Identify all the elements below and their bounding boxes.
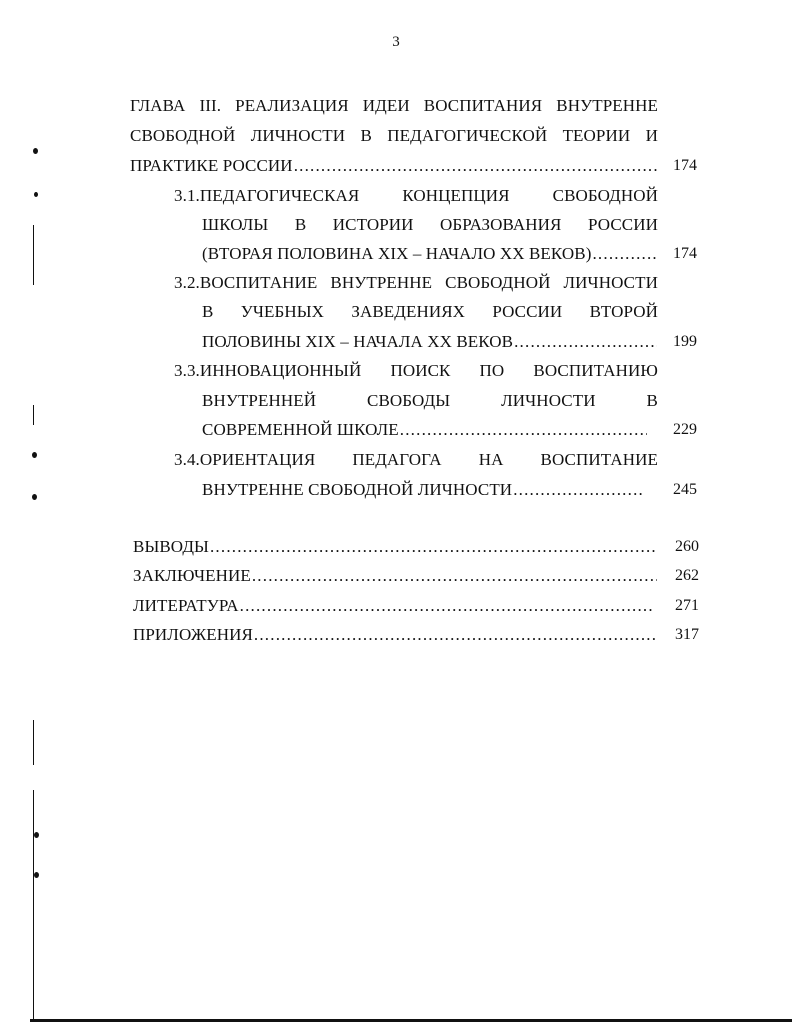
literature-page-number: 271	[675, 597, 699, 614]
section-3-3-line-1	[174, 361, 658, 381]
word: ПЕДАГОГА	[352, 450, 442, 469]
scan-margin-line	[33, 790, 34, 1020]
scan-bottom-edge	[30, 1019, 792, 1022]
word: УЧЕБНЫХ	[240, 302, 325, 321]
section-3-4-page-number: 245	[673, 481, 697, 498]
word: СВОБОДНОЙ	[130, 126, 236, 145]
word: ПЕДАГОГИЧЕСКОЙ	[387, 126, 548, 145]
word: ПО	[479, 361, 505, 380]
section-title-text: СОВРЕМЕННОЙ ШКОЛЕ	[202, 420, 399, 439]
word: ЛИЧНОСТИ	[563, 273, 658, 292]
word: И	[645, 126, 658, 145]
word: СВОБОДНОЙ	[445, 273, 551, 292]
word: ЛИЧНОСТИ	[501, 391, 596, 410]
word: РЕАЛИЗАЦИЯ	[235, 96, 349, 115]
word: ШКОЛЫ	[202, 215, 269, 234]
final-conclusion-page-number: 262	[675, 567, 699, 584]
dot-leader	[294, 156, 657, 176]
word: СВОБОДЫ	[367, 391, 451, 410]
conclusions-page-number: 260	[675, 538, 699, 555]
chapter-title-line-3[interactable]	[130, 156, 658, 176]
dot-leader	[210, 537, 657, 557]
word: КОНЦЕПЦИЯ	[402, 186, 510, 205]
section-3-4-line-1	[174, 450, 658, 470]
word: В	[646, 391, 658, 410]
toc-entry-conclusions[interactable]	[133, 537, 658, 557]
word: ИДЕИ	[362, 96, 410, 115]
word: В	[202, 302, 214, 321]
section-3-2-page-number: 199	[673, 333, 697, 350]
section-title-text: (ВТОРАЯ ПОЛОВИНА XIX – НАЧАЛО XX ВЕКОВ)	[202, 244, 592, 263]
entry-label: ЛИТЕРАТУРА	[133, 596, 239, 615]
chapter-title-line-2	[130, 126, 658, 146]
section-3-1-line-3[interactable]	[202, 244, 658, 264]
scan-speck	[34, 832, 39, 838]
scan-speck	[32, 452, 37, 458]
word: 3.2.ВОСПИТАНИЕ	[174, 273, 318, 292]
scan-margin-line	[33, 720, 34, 765]
section-3-3-line-2	[202, 391, 658, 411]
word: ГЛАВА	[130, 96, 186, 115]
section-title-text: ВНУТРЕННЕ СВОБОДНОЙ ЛИЧНОСТИ	[202, 480, 513, 499]
word: ИСТОРИИ	[332, 215, 414, 234]
section-3-3-page-number: 229	[673, 421, 697, 438]
section-3-2-line-2	[202, 302, 658, 322]
dot-leader	[513, 480, 643, 500]
word: ЗАВЕДЕНИЯХ	[351, 302, 466, 321]
section-3-1-line-1	[174, 186, 658, 206]
section-3-1-line-2	[202, 215, 658, 235]
word: ВНУТРЕННЕ	[556, 96, 658, 115]
word: ОБРАЗОВАНИЯ	[439, 215, 562, 234]
toc-entry-appendices[interactable]	[133, 625, 658, 645]
dot-leader	[592, 244, 657, 264]
entry-label: ВЫВОДЫ	[133, 537, 209, 556]
chapter-title-text: ПРАКТИКЕ РОССИИ	[130, 156, 293, 175]
word: ПОИСК	[390, 361, 451, 380]
word: РОССИИ	[587, 215, 658, 234]
section-3-1-page-number: 174	[673, 245, 697, 262]
scan-margin-line	[33, 405, 34, 425]
scan-speck	[34, 192, 38, 197]
chapter-title-line-1	[130, 96, 658, 116]
appendices-page-number: 317	[675, 626, 699, 643]
dot-leader	[514, 332, 657, 352]
toc-entry-literature[interactable]	[133, 596, 653, 616]
entry-label: ПРИЛОЖЕНИЯ	[133, 625, 253, 644]
scan-speck	[33, 148, 38, 154]
word: ВОСПИТАНИЯ	[423, 96, 543, 115]
word: ВНУТРЕННЕ	[330, 273, 433, 292]
word: ВОСПИТАНИЕ	[540, 450, 658, 469]
word: 3.3.ИННОВАЦИОННЫЙ	[174, 361, 362, 380]
word: СВОБОДНОЙ	[552, 186, 658, 205]
word: РОССИИ	[492, 302, 563, 321]
section-3-2-line-3[interactable]	[202, 332, 658, 352]
section-title-text: ПОЛОВИНЫ XIX – НАЧАЛА XX ВЕКОВ	[202, 332, 514, 351]
scan-speck	[32, 494, 37, 500]
page-number: 3	[392, 34, 400, 50]
dot-leader	[254, 625, 657, 645]
toc-entry-final-conclusion[interactable]	[133, 566, 658, 586]
word: НА	[478, 450, 504, 469]
word: ВОСПИТАНИЮ	[533, 361, 658, 380]
word: ВНУТРЕННЕЙ	[202, 391, 317, 410]
word: ВТОРОЙ	[589, 302, 658, 321]
word: 3.1.ПЕДАГОГИЧЕСКАЯ	[174, 186, 360, 205]
dot-leader	[400, 420, 647, 440]
scan-speck	[34, 872, 39, 878]
section-3-3-line-3[interactable]	[202, 420, 648, 440]
word: В	[360, 126, 372, 145]
section-3-2-line-1	[174, 273, 658, 293]
word: ТЕОРИИ	[562, 126, 631, 145]
dot-leader	[240, 596, 652, 616]
chapter-page-number: 174	[673, 157, 697, 174]
word: III.	[199, 96, 222, 115]
scan-margin-line	[33, 225, 34, 285]
word: В	[294, 215, 307, 234]
entry-label: ЗАКЛЮЧЕНИЕ	[133, 566, 251, 585]
section-3-4-line-2[interactable]	[202, 480, 644, 500]
word: 3.4.ОРИЕНТАЦИЯ	[174, 450, 316, 469]
word: ЛИЧНОСТИ	[250, 126, 346, 145]
dot-leader	[252, 566, 657, 586]
